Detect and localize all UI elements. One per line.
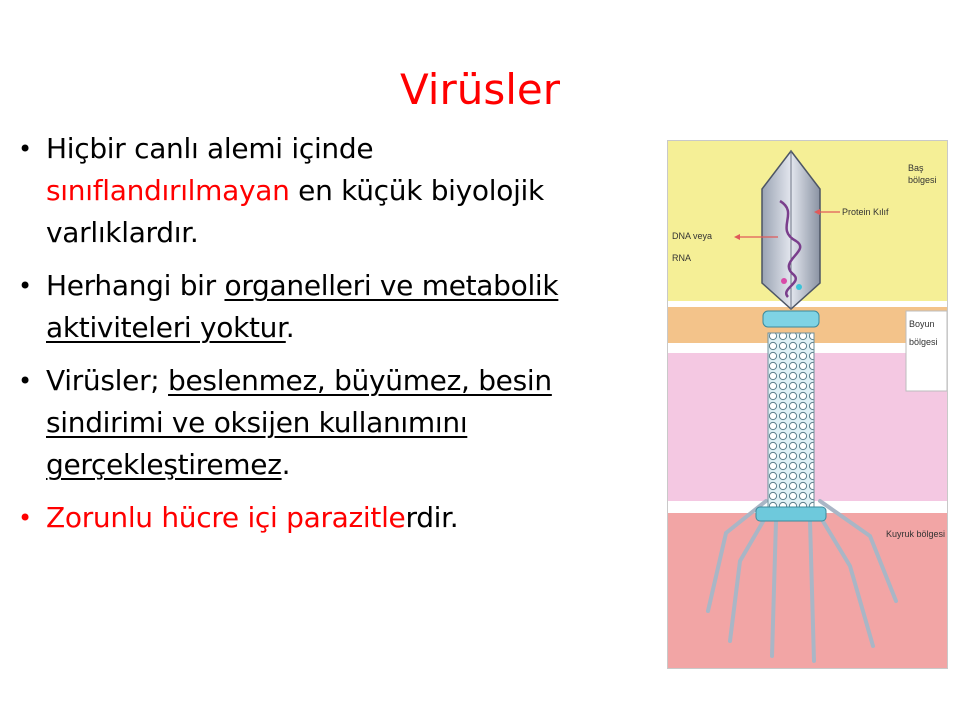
bullet-item xyxy=(18,265,618,349)
neck-region-label: bölgesi xyxy=(909,337,938,347)
dna-rna-label: DNA veya xyxy=(672,231,713,241)
bullet-segment: . xyxy=(281,448,291,481)
protein-coat-label: Protein Kılıf xyxy=(842,207,889,217)
bullet-dot: • xyxy=(18,135,32,163)
bullet-segment: Hiçbir canlı alemi içinde xyxy=(46,132,374,165)
bullet-segment-red: Zorunlu hücre içi parazitle xyxy=(46,501,406,534)
dna-strand xyxy=(781,278,787,284)
bullet-segment-underlined: beslenmez, büyümez, besin sindirimi ve oksijen kullanımını gerçekleştiremez xyxy=(46,364,552,481)
bullet-item xyxy=(18,360,618,486)
head-region-label: bölgesi xyxy=(908,175,937,185)
tail-sheath xyxy=(768,333,814,511)
tail-region-label: Kuyruk bölgesi xyxy=(886,529,946,539)
bullet-list xyxy=(18,128,618,550)
head-region-label: Baş xyxy=(908,163,924,173)
bullet-segment-red: sınıflandırılmayan xyxy=(46,174,290,207)
neck-region-label: Boyun xyxy=(909,319,935,329)
bullet-item xyxy=(18,497,618,539)
bacteriophage-illustration xyxy=(668,141,947,668)
base-plate xyxy=(756,507,826,521)
bacteriophage-diagram xyxy=(667,140,948,669)
bullet-segment-underlined: organelleri ve metabolik aktiviteleri yoktur xyxy=(46,269,559,344)
bullet-item xyxy=(18,128,618,254)
dna-strand xyxy=(796,284,802,290)
bullet-segment: Herhangi bir xyxy=(46,269,225,302)
bullet-dot: • xyxy=(18,367,32,395)
bullet-dot: • xyxy=(18,272,32,300)
bullet-segment: . xyxy=(285,311,295,344)
band-divider xyxy=(668,301,947,307)
bullet-segment: rdir. xyxy=(405,501,459,534)
dna-rna-label: RNA xyxy=(672,253,692,263)
bullet-segment: Virüsler; xyxy=(46,364,169,397)
slide-title: Virüsler xyxy=(399,65,561,114)
collar xyxy=(763,311,819,327)
bullet-segment: en küçük biyolojik varlıklardır. xyxy=(46,174,544,249)
bullet-dot: • xyxy=(18,504,32,532)
